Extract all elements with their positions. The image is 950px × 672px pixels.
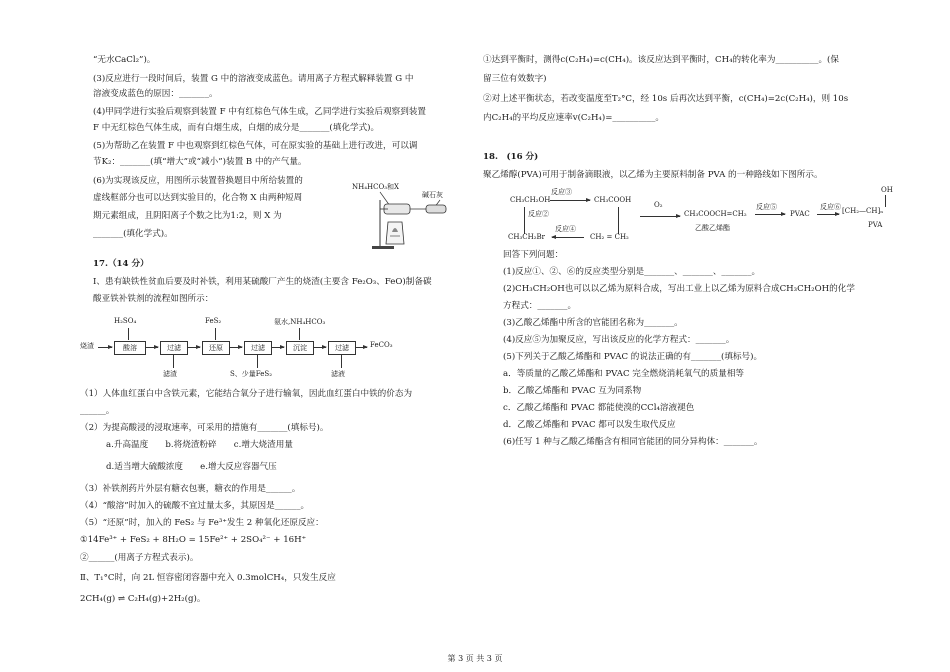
- question-line: （2）为提高酸浸的浸取速率，可采用的措施有_______(填标号)。: [80, 423, 329, 433]
- question-line: (2)CH₃CH₂OH也可以以乙烯为原料合成，写出工业上以乙烯为原料合成CH₃CH₂OH的化学: [503, 284, 855, 294]
- question-line: 溶液变成蓝色的原因：_______。: [93, 89, 218, 99]
- option-line: c．乙酸乙烯酯和 PVAC 都能使溴的CCl₄溶液褪色: [503, 403, 695, 413]
- text-line: 回答下列问题：: [503, 250, 564, 260]
- question-line: 内C₂H₄的平均反应速率v(C₂H₄)=__________。: [483, 113, 664, 123]
- question-line: (3)乙酸乙烯酯中所含的官能团名称为_______。: [503, 318, 683, 328]
- question-line: (4)甲同学进行实验后观察到装置 F 中有红棕色气体生成，乙同学进行实验后观察到装置: [93, 107, 426, 117]
- question-line: Ⅰ、患有缺铁性贫血后要及时补铁，利用某硫酸厂产生的烧渣(主要含 Fe₂O₃、FeO)制备碳: [93, 277, 432, 287]
- flow-box: 还原: [202, 341, 230, 355]
- route-reaction-label: 反应④: [555, 225, 576, 233]
- question-line: ①达到平衡时，测得c(C₂H₄)=c(CH₄)。该反应达到平衡时，CH₄的转化率为__________。(保: [483, 55, 839, 65]
- question-line: (6)任写 1 种与乙酸乙烯酯含有相同官能团的同分异构体：_______。: [503, 437, 763, 447]
- flow-end: FeCO₃: [370, 341, 393, 349]
- question-line: 酸亚铁补铁剂的流程如图所示：: [93, 294, 214, 304]
- option-line: a.升高温度 b.将烧渣粉碎 c.增大烧渣用量: [106, 440, 293, 450]
- question-line: Ⅱ、T₁°C时，向 2L 恒容密闭容器中充入 0.3molCH₄，只发生反应: [80, 573, 336, 583]
- route-compound: CH₃CH₂Br: [508, 233, 546, 241]
- text-line: “无水CaCl₂”)。: [93, 55, 156, 65]
- question-line: （1）人体血红蛋白中含铁元素，它能结合氧分子进行输氧，因此血红蛋白中铁的价态为: [80, 389, 413, 399]
- route-group: OH: [881, 186, 893, 194]
- question-line: 期元素组成，且阴阳离子个数之比为1:2，则 X 为: [93, 211, 282, 221]
- apparatus-drawing: [350, 182, 465, 252]
- question-line: ______。: [80, 406, 115, 416]
- flow-byproduct: 滤渣: [163, 370, 177, 378]
- question-line: 方程式：_______。: [503, 301, 577, 311]
- route-reaction-label: 反应⑥: [820, 203, 841, 211]
- flow-reagent: FeS₂: [205, 317, 222, 325]
- flow-reagent: 氨水,NH₄HCO₃: [274, 318, 326, 326]
- route-compound-name: 乙酸乙烯酯: [695, 224, 730, 232]
- route-reaction-label: 反应②: [528, 210, 549, 218]
- flow-box: 酸溶: [114, 341, 146, 355]
- option-line: d．乙酸乙烯酯和 PVAC 都可以发生取代反应: [503, 420, 676, 430]
- option-line: a．等质量的乙酸乙烯酯和 PVAC 完全燃烧消耗氧气的质量相等: [503, 369, 745, 379]
- synthesis-route: [500, 186, 893, 244]
- question-line: 虚线框部分也可以达到实验目的，化合物 X 由两种短周: [93, 193, 303, 203]
- question-line: (1)反应①、②、⑥的反应类型分别是_______、_______、_______。: [503, 267, 761, 277]
- question-line: F 中无红棕色气体生成，而有白烟生成，白烟的成分是_______(填化学式)。: [93, 123, 380, 133]
- question-line: (5)为帮助乙在装置 F 中也观察到红棕色气体，可在原实验的基础上进行改进，可以调: [93, 141, 418, 151]
- route-reaction-label: 反应⑤: [756, 203, 777, 211]
- route-compound: CH₂ = CH₂: [590, 233, 629, 241]
- process-flowchart: [78, 312, 393, 382]
- question-line: 聚乙烯醇(PVA)可用于制备滴眼液，以乙烯为主要原料制备 PVA 的一种路线如下图所示。: [483, 170, 823, 180]
- question-line: ②______(用离子方程式表示)。: [80, 553, 199, 563]
- equation-line: 2CH₄(g) ⇌ C₂H₄(g)+2H₂(g)。: [80, 594, 206, 604]
- apparatus-label: NH₄HCO₃和X: [352, 183, 400, 191]
- question-line: （3）补铁剂药片外层有糖衣包裹，糖衣的作用是______。: [80, 484, 301, 494]
- flow-box: 过滤: [160, 341, 188, 355]
- flow-start: 烧渣: [80, 342, 94, 350]
- flow-reagent: H₂SO₄: [114, 317, 137, 325]
- option-line: b．乙酸乙烯酯和 PVAC 互为同系物: [503, 386, 642, 396]
- question-line: (3)反应进行一段时间后，装置 G 中的溶液变成蓝色。请用离子方程式解释装置 G 中: [93, 74, 414, 84]
- apparatus-figure: [350, 182, 465, 252]
- question-line: (5)下列关于乙酸乙烯酯和 PVAC 的说法正确的有_______(填标号)。: [503, 352, 763, 362]
- question-line: 留三位有效数字): [483, 74, 547, 84]
- question-line: 节K₂：_______(填“增大”或“减小”)装置 B 中的产气量。: [93, 157, 307, 167]
- question-line: (6)为实现该反应，用图所示装置替换题目中所给装置的: [93, 176, 303, 186]
- route-compound: CH₃COOCH=CH₂: [684, 210, 747, 218]
- flow-byproduct: 滤液: [331, 370, 345, 378]
- route-compound: [CH₂—CH]ₙ: [842, 207, 884, 215]
- flow-box: 过滤: [328, 341, 356, 355]
- flow-box: 过滤: [244, 341, 272, 355]
- page-footer: 第 3 页 共 3 页: [447, 654, 503, 663]
- question-line: (4)反应⑤为加聚反应，写出该反应的化学方程式：_______。: [503, 335, 735, 345]
- question-line: _______(填化学式)。: [93, 229, 173, 239]
- question-17-heading: 17.（14 分）: [93, 259, 149, 269]
- option-line: d.适当增大硫酸浓度 e.增大反应容器气压: [106, 462, 277, 472]
- route-compound: CH₃CH₂OH: [510, 196, 551, 204]
- flow-byproduct: S、少量FeS₂: [230, 370, 273, 378]
- flow-box: 沉淀: [286, 341, 314, 355]
- apparatus-label: 碱石灰: [422, 191, 443, 199]
- route-reagent: O₂: [654, 201, 663, 209]
- route-reaction-label: 反应③: [551, 188, 572, 196]
- question-18-heading: 18. (16 分): [483, 152, 539, 162]
- question-line: （4）“酸溶”时加入的硫酸不宜过量太多，其原因是______。: [80, 501, 310, 511]
- route-compound-name: PVA: [868, 221, 883, 229]
- route-compound: PVAC: [790, 210, 810, 218]
- question-line: ②对上述平衡状态，若改变温度至T₂°C，经 10s 后再次达到平衡，c(CH₄)=2c(C₂H₄)，则 10s: [483, 94, 849, 104]
- question-line: （5）“还原”时，加入的 FeS₂ 与 Fe³⁺发生 2 种氧化还原反应：: [80, 518, 324, 528]
- equation-line: ①14Fe³⁺ + FeS₂ + 8H₂O = 15Fe²⁺ + 2SO₄²⁻ + 16H⁺: [80, 535, 307, 545]
- route-compound: CH₃COOH: [594, 196, 632, 204]
